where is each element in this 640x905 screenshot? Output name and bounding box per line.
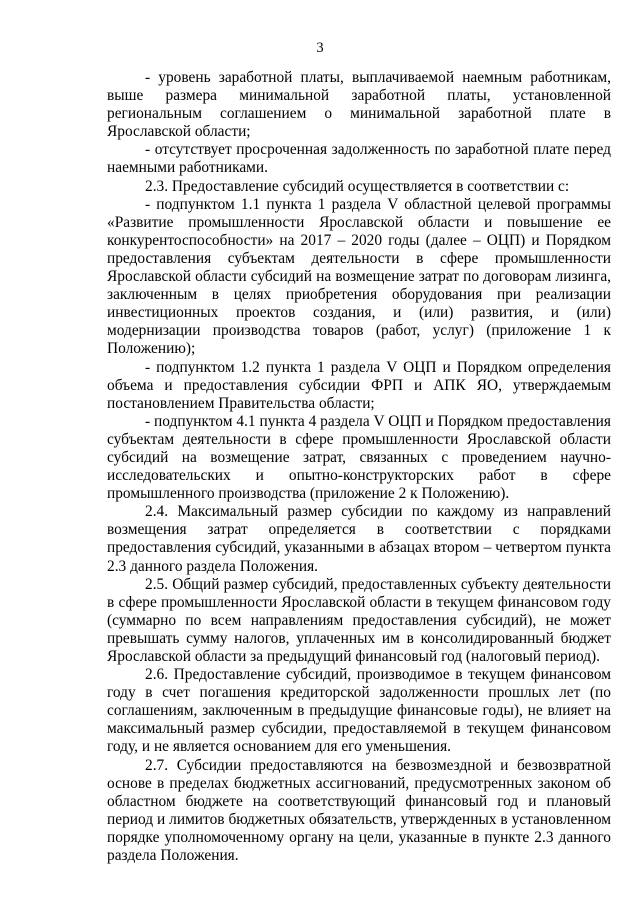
paragraph-wage-level: - уровень заработной платы, выплачиваемой наемным работникам, выше размера минимальной заработной платы, установленной региональным соглашением о минимальной заработной плате в Ярославской области; bbox=[107, 69, 611, 141]
paragraph-2-3: 2.3. Предоставление субсидий осуществляется в соответствии с: bbox=[145, 177, 570, 195]
paragraph-2-5: 2.5. Общий размер субсидий, предоставленных субъекту деятельности в сфере промышленности Ярославской области в текущем финансовом году (суммарно по всем направлениям предоставления субсидий), не может превышать сумму налогов, уплаченных им в консолидированный бюджет Ярославской области за предыдущий финансовый год (налоговый период). bbox=[107, 575, 611, 665]
paragraph-no-wage-arrears: - отсутствует просроченная задолженность по заработной плате перед наемными работниками. bbox=[107, 141, 611, 177]
paragraph-subpoint-1-2: - подпунктом 1.2 пункта 1 раздела V ОЦП и Порядком определения объема и предоставления субсидии ФРП и АПК ЯО, утверждаемым постановлением Правительства области; bbox=[107, 358, 611, 412]
paragraph-subpoint-1-1: - подпунктом 1.1 пункта 1 раздела V областной целевой программы «Развитие промышленности Ярославской области и повышение ее конкурентоспособности» на 2017 – 2020 годы (далее – ОЦП) и Порядком предоставления субъектам деятельности в сфере промышленности Ярославской области субсидий на возмещение затрат по договорам лизинга, заключенным в целях приобретения оборудования при реализации инвестиционных проектов создания, и (или) развития, и (или) модернизации производства товаров (работ, услуг) (приложение 1 к Положению); bbox=[107, 195, 611, 358]
document-body bbox=[107, 69, 611, 865]
paragraph-2-6: 2.6. Предоставление субсидий, производимое в текущем финансовом году в счет погашения кредиторской задолженности прошлых лет (по соглашениям, заключенным в предыдущие финансовые годы), не влияет на максимальный размер субсидии, предоставляемой в текущем финансовом году, и не является основанием для его уменьшения. bbox=[107, 666, 611, 756]
paragraph-2-7: 2.7. Субсидии предоставляются на безвозмездной и безвозвратной основе в пределах бюджетных ассигнований, предусмотренных законом об областном бюджете на соответствующий финансовый год и плановый период и лимитов бюджетных обязательств, утвержденных в установленном порядке уполномоченному органу на цели, указанные в пункте 2.3 данного раздела Положения. bbox=[107, 756, 611, 865]
paragraph-subpoint-4-1: - подпунктом 4.1 пункта 4 раздела V ОЦП и Порядком предоставления субъектам деятельности в сфере промышленности Ярославской области субсидий на возмещение затрат, связанных с проведением научно-исследовательских и опытно-конструкторских работ в сфере промышленного производства (приложение 2 к Положению). bbox=[107, 412, 611, 503]
paragraph-2-4: 2.4. Максимальный размер субсидии по каждому из направлений возмещения затрат определяется в соответствии с порядками предоставления субсидий, указанными в абзацах втором – четвертом пункта 2.3 данного раздела Положения. bbox=[107, 503, 611, 575]
page-number: 3 bbox=[316, 40, 324, 56]
